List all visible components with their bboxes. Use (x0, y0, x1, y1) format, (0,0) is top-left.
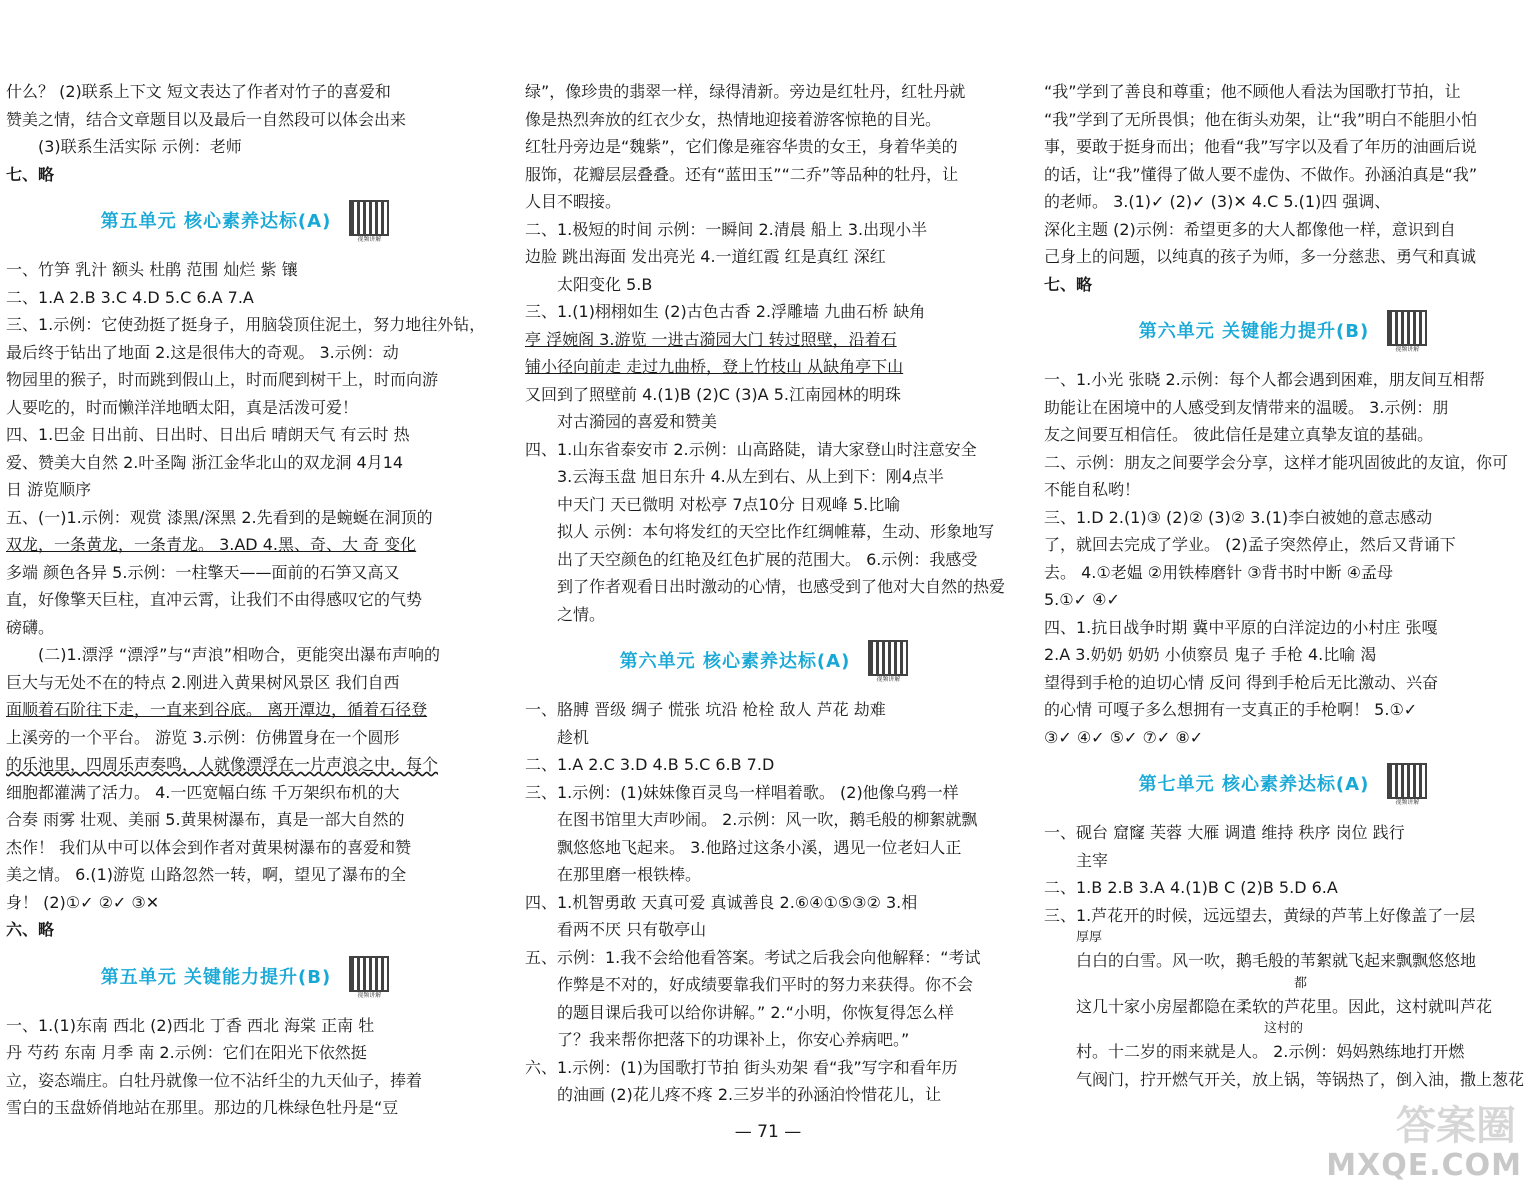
text-line: 拟人 示例：本句将发红的天空比作红绸帷幕，生动、形象地写 (557, 522, 995, 541)
text-line: 亭 浮婉阁 3.游览 一进古漪园大门 转过照壁，沿着石 (525, 329, 897, 349)
text-line: 这几十家小房屋都隐在柔软的芦花里。因此，这村就叫芦花 (1076, 996, 1493, 1016)
text-line: 太阳变化 5.B (557, 274, 653, 294)
section-label: 七、略 (1044, 274, 1093, 294)
text-line: 边脸 跳出海面 发出亮光 4.一道红霞 红是真红 深红 (525, 247, 886, 266)
text-line: 丹 芍药 东南 月季 南 2.示例：它们在阳光下依然挺 (6, 1043, 367, 1062)
text-line: 在图书馆里大声吵闹。 2.示例：风一吹，鹅毛般的柳絮就飘 (557, 810, 978, 829)
text-line: 什么？ (2)联系上下文 短文表达了作者对竹子的喜爱和 (6, 82, 391, 101)
qr-code-icon[interactable]: 视频讲解 (866, 640, 910, 684)
text-line: 红牡丹旁边是“魏紫”，它们像是雍容华贵的女王，身着华美的 (525, 137, 958, 156)
section-label: 六、略 (6, 920, 55, 939)
watermark-text: MXQE.COM (1326, 1148, 1522, 1183)
text-line: 直，好像擎天巨柱，直冲云霄，让我们不由得感叹它的气势 (6, 590, 423, 609)
text-line: 铺小径向前走 走过九曲桥，登上竹枝山 从缺角亭下山 (525, 357, 904, 376)
text-line: 不能自私哟！ (1044, 480, 1141, 499)
text-line: (3)联系生活实际 示例：老师 (38, 137, 242, 156)
text-line: 2.A 3.奶奶 奶奶 小侦察员 鬼子 手枪 4.比喻 渴 (1044, 645, 1377, 664)
text-line: 一、砚台 窟窿 芙蓉 大雁 调遣 维持 秩序 岗位 践行 (1044, 823, 1405, 842)
section-label: 七、略 (6, 164, 55, 184)
text-line: 三、1.(1)栩栩如生 (2)古色古香 2.浮雕墙 九曲石桥 缺角 (525, 302, 926, 321)
text-line: 二、1.A 2.B 3.C 4.D 5.C 6.A 7.A (6, 287, 254, 307)
text-line: 村。十二岁的雨来就是人。 2.示例：妈妈熟练地打开燃 (1076, 1042, 1465, 1061)
text-line: 了？我来帮你把落下的功课补上，你安心养病吧。” (557, 1030, 910, 1049)
unit-title: 第五单元 核心素养达标(A) (100, 211, 332, 233)
text-line: 人要吃的，时而懒洋洋地晒太阳，真是活泼可爱！ (6, 397, 359, 417)
unit-title: 第五单元 关键能力提升(B) (100, 966, 332, 988)
text-line: 的油画 (2)花儿疼不疼 2.三岁半的孙涵泊怜惜花儿，让 (557, 1085, 942, 1104)
text-line: 物园里的猴子，时而跳到假山上，时而爬到树干上，时而向游 (6, 370, 439, 389)
text-line: 美之情。 6.(1)游览 山路忽然一转，啊，望见了瀑布的全 (6, 865, 407, 884)
qr-code-icon[interactable]: 视频讲解 (347, 200, 391, 244)
text-line: 3.云海玉盘 旭日东升 4.从左到右、从上到下：刚4点半 (557, 467, 944, 486)
text-line: 三、1.D 2.(1)③ (2)② (3)② 3.(1)李白被她的意志感动 (1044, 507, 1433, 527)
qr-code-icon[interactable]: 视频讲解 (347, 956, 391, 1000)
text-line: 四、1.抗日战争时期 冀中平原的白洋淀边的小村庄 张嘎 (1044, 617, 1438, 637)
text-line: 四、1.机智勇敢 天真可爱 真诚善良 2.⑥④①⑤③② 3.相 (525, 892, 918, 912)
text-line: 五、(一)1.示例：观赏 漆黑/深黑 2.先看到的是蜿蜒在洞顶的 (6, 507, 433, 527)
text-line: 对古漪园的喜爱和赞美 (557, 412, 718, 431)
answer-column-2 (525, 78, 1005, 1109)
text-line: 服饰，花瓣层层叠叠。还有“蓝田玉”“二乔”等品种的牡丹，让 (525, 164, 959, 184)
text-line: 到了作者观看日出时激动的心情，也感受到了他对大自然的热爱 (557, 577, 1005, 596)
text-line: 之情。 (557, 604, 606, 624)
unit-heading (1044, 302, 1524, 362)
text-line: 的心情 可嘎子多么想拥有一支真正的手枪啊！ 5.①✓ (1044, 700, 1418, 719)
text-line: ③✓ ④✓ ⑤✓ ⑦✓ ⑧✓ (1044, 727, 1204, 747)
text-line: 三、1.示例：它使劲挺了挺身子，用脑袋顶住泥土，努力地往外钻， (6, 315, 486, 334)
text-line: 双龙，一条黄龙，一条青龙。 3.AD 4.黑、奇、大 奇 变化 (6, 535, 417, 554)
text-line: 的题目课后我可以给你讲解。” 2.“小明，你恢复得怎么样 (557, 1002, 954, 1022)
text-line: 事，要敢于挺身而出；他看“我”写字以及看了年历的油画后说 (1044, 137, 1477, 156)
text-line: 看两不厌 只有敬亭山 (557, 920, 707, 939)
text-line: 一、1.(1)东南 西北 (2)西北 丁香 西北 海棠 正南 牡 (6, 1015, 375, 1035)
text-line: 最后终于钻出了地面 2.这是很伟大的奇观。 3.示例：动 (6, 342, 399, 362)
unit-title: 第六单元 关键能力提升(B) (1138, 321, 1370, 343)
text-line: 己身上的问题，以纯真的孩子为师，多一分慈悲、勇气和真诚 (1044, 247, 1477, 266)
text-line: 二、1.A 2.C 3.D 4.B 5.C 6.B 7.D (525, 755, 775, 774)
text-line: 气阀门，拧开燃气开关，放上锅，等锅热了，倒入油，撒上葱花 (1076, 1069, 1524, 1089)
unit-title: 第七单元 核心素养达标(A) (1138, 774, 1370, 796)
text-line: 趁机 (557, 727, 590, 747)
text-line: 的老师。 3.(1)✓ (2)✓ (3)✕ 4.C 5.(1)四 强调、 (1044, 192, 1391, 211)
text-line: 五、示例：1.我不会给他看答案。考试之后我会向他解释：“考试 (525, 947, 981, 967)
text-line: 三、1.示例：(1)妹妹像百灵鸟一样唱着歌。 (2)他像乌鸦一样 (525, 782, 959, 802)
qr-code-icon[interactable]: 视频讲解 (1385, 763, 1429, 807)
text-line: 助能让在困境中的人感受到友情带来的温暖。 3.示例：朋 (1044, 397, 1449, 417)
text-line: 友之间要互相信任。 彼此信任是建立真挚友谊的基础。 (1044, 425, 1434, 444)
text-line: 身！ (2)①✓ ②✓ ③✕ (6, 892, 160, 912)
text-line: 日 游览顺序 (6, 480, 92, 499)
text-line: (二)1.漂浮 “漂浮”与“声浪”相吻合，更能突出瀑布声响的 (38, 645, 440, 664)
text-line: 二、示例：朋友之间要学会分享，这样才能巩固彼此的友谊，你可 (1044, 452, 1509, 472)
text-line: 立，姿态端庄。白牡丹就像一位不沾纤尘的九天仙子，捧着 (6, 1070, 423, 1090)
text-line: 合奏 雨雾 壮观、美丽 5.黄果树瀑布，真是一部大自然的 (6, 810, 405, 829)
text-line: 二、1.极短的时间 示例：一瞬间 2.清晨 船上 3.出现小半 (525, 219, 928, 239)
text-line: 的话，让“我”懂得了做人要不虚伪、不做作。孙涵泊真是“我” (1044, 164, 1478, 184)
unit-heading (525, 632, 1005, 692)
text-line: 在那里磨一根铁棒。 (557, 865, 702, 884)
text-line: 四、1.山东省泰安市 2.示例：山高路陡，请大家登山时注意安全 (525, 439, 977, 459)
text-line: 像是热烈奔放的红衣少女，热情地迎接着游客惊艳的目光。 (525, 109, 942, 129)
answer-column-3 (1044, 78, 1524, 1093)
text-line: 又回到了照壁前 4.(1)B (2)C (3)A 5.江南园林的明珠 (525, 384, 901, 404)
unit-heading (6, 192, 486, 252)
handwritten-correction: 厚厚 (1076, 930, 1103, 945)
text-line: 二、1.B 2.B 3.A 4.(1)B C (2)B 5.D 6.A (1044, 878, 1338, 897)
text-line: 面顺着石阶往下走，一直来到谷底。 离开潭边，循着石径登 (6, 700, 428, 719)
page-number: — 71 — (734, 1122, 802, 1142)
text-line: 5.①✓ ④✓ (1044, 590, 1120, 609)
text-line: 中天门 天已微明 对松亭 7点10分 日观峰 5.比喻 (557, 494, 901, 514)
text-line: 赞美之情，结合文章题目以及最后一自然段可以体会出来 (6, 109, 407, 129)
text-line: 一、1.小光 张晓 2.示例：每个人都会遇到困难，朋友间互相帮 (1044, 370, 1485, 389)
text-line: 去。 4.①老媪 ②用铁棒磨针 ③背书时中断 ④孟母 (1044, 562, 1393, 582)
handwritten-correction: 都 (1294, 975, 1308, 991)
text-line: 作弊是不对的，好成绩要靠我们平时的努力来获得。你不会 (557, 975, 974, 994)
text-line: 细胞都灌满了活力。 4.一匹宽幅白练 千万架织布机的大 (6, 782, 400, 802)
text-line: 绿”，像珍贵的翡翠一样，绿得清新。旁边是红牡丹，红牡丹就 (525, 82, 966, 101)
text-line: 杰作！ 我们从中可以体会到作者对黄果树瀑布的喜爱和赞 (6, 837, 412, 857)
text-line: 磅礴。 (6, 617, 55, 637)
text-line: 四、1.巴金 日出前、日出时、日出后 晴朗天气 有云时 热 (6, 425, 410, 444)
text-line: 望得到手枪的迫切心情 反问 得到手枪后无比激动、兴奋 (1044, 672, 1439, 692)
text-line: 出了天空颜色的红艳及红色扩展的范围大。 6.示例：我感受 (557, 549, 978, 569)
text-line: 的乐池里，四周乐声奏鸣，人就像漂浮在一片声浪之中，每个 (6, 755, 439, 774)
text-line: 一、竹笋 乳汁 额头 杜鹃 范围 灿烂 紫 镶 (6, 260, 298, 279)
text-line: 巨大与无处不在的特点 2.刚进入黄果树风景区 我们自西 (6, 672, 400, 692)
text-line: 爱、赞美大自然 2.叶圣陶 浙江金华北山的双龙洞 4月14 (6, 452, 404, 472)
watermark-logo: 答案圈 (1396, 1103, 1516, 1149)
handwritten-correction: 这村的 (1264, 1021, 1304, 1036)
unit-heading (6, 948, 486, 1008)
text-line: 六、1.示例：(1)为国歌打节拍 街头劝架 看“我”写字和看年历 (525, 1057, 958, 1077)
text-line: “我”学到了善良和尊重；他不顾他人看法为国歌打节拍，让 (1044, 82, 1461, 101)
qr-code-icon[interactable]: 视频讲解 (1385, 310, 1429, 354)
text-line: 三、1.芦花开的时候，远远望去，黄绿的芦苇上好像盖了一层 (1044, 905, 1476, 925)
text-line: 了，就回去完成了学业。 (2)孟子突然停止，然后又背诵下 (1044, 535, 1456, 554)
text-line: 上溪旁的一个平台。 游览 3.示例：仿佛置身在一个圆形 (6, 727, 400, 747)
text-line: 白白的白雪。风一吹，鹅毛般的苇絮就飞起来飘飘悠悠地 (1076, 951, 1477, 970)
unit-title: 第六单元 核心素养达标(A) (619, 651, 851, 673)
text-line: 深化主题 (2)示例：希望更多的大人都像他一样，意识到自 (1044, 219, 1456, 239)
text-line: 雪白的玉盘娇俏地站在那里。那边的几株绿色牡丹是“豆 (6, 1098, 399, 1117)
text-line: 人目不暇接。 (525, 192, 622, 211)
text-line: “我”学到了无所畏惧；他在街头劝架，让“我”明白不能胆小怕 (1044, 109, 1478, 129)
text-line: 多端 颜色各异 5.示例：一柱擎天——面前的石笋又高又 (6, 562, 400, 582)
text-line: 飘悠悠地飞起来。 3.他路过这条小溪，遇见一位老妇人正 (557, 837, 962, 857)
text-line: 一、胳膊 晋级 绸子 慌张 坑沿 枪栓 敌人 芦花 劫难 (525, 700, 886, 719)
answer-column-1 (6, 78, 486, 1122)
unit-heading (1044, 755, 1524, 815)
text-line: 主宰 (1076, 850, 1109, 870)
